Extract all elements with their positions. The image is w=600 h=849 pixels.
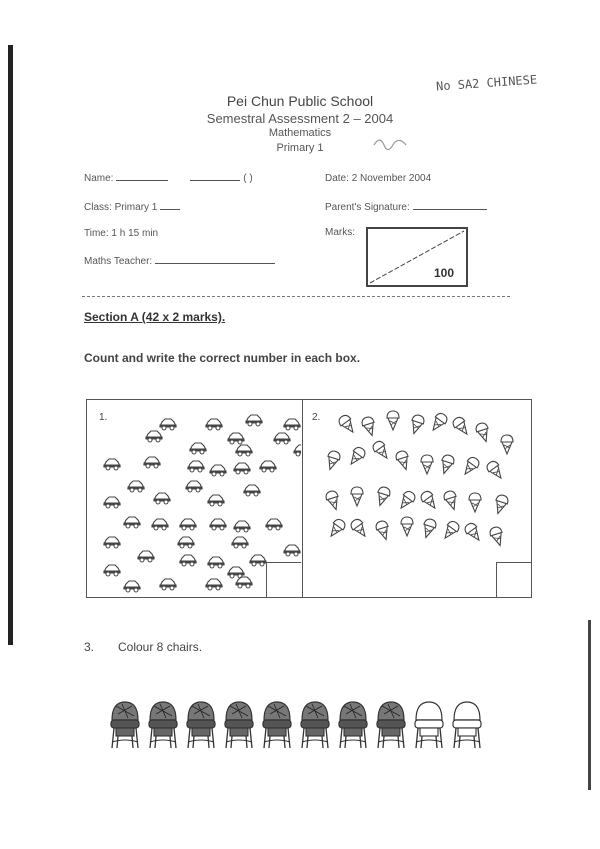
date-label: Date:: [325, 173, 349, 184]
answer-box-1[interactable]: [266, 562, 301, 597]
question-3-number: 3.: [84, 640, 95, 654]
marks-label: Marks:: [325, 227, 355, 238]
ice-cream-icon: [469, 493, 481, 512]
date-field: [325, 173, 431, 184]
level: Primary 1: [276, 142, 324, 154]
car-icon: [146, 431, 162, 442]
ice-cream-icon: [395, 450, 412, 472]
ice-cream-icon: [346, 445, 367, 467]
ice-cream-icon: [325, 490, 342, 512]
car-icon: [154, 493, 170, 504]
instruction: Count and write the correct number in each box.: [84, 351, 361, 365]
car-icon: [128, 481, 144, 492]
question-3: [84, 640, 202, 654]
chair-icon: [453, 702, 481, 748]
car-icon: [210, 519, 226, 530]
parent-signature-field: [325, 202, 487, 213]
time-label: Time:: [84, 228, 109, 239]
ice-cream-icon: [440, 519, 461, 541]
car-icon: [284, 545, 300, 556]
name-field: [84, 173, 253, 184]
car-icon: [228, 433, 244, 444]
car-icon: [208, 495, 224, 506]
car-icon: [206, 419, 222, 430]
class-blank[interactable]: [160, 209, 180, 210]
name-blank-1[interactable]: [116, 180, 168, 181]
ice-cream-icon: [401, 517, 413, 536]
ice-cream-icon: [324, 450, 341, 472]
car-icon: [180, 555, 196, 566]
teacher-field: [84, 256, 275, 267]
ice-cream-icon: [501, 435, 513, 454]
coloured-chair-icon: [225, 702, 253, 748]
car-icon: [210, 465, 226, 476]
car-icon: [124, 517, 140, 528]
ice-cream-icon: [420, 518, 437, 540]
chairs-row: [108, 698, 498, 754]
teacher-blank[interactable]: [155, 263, 275, 264]
scan-edge-left: [8, 45, 13, 645]
ice-cream-icon: [408, 414, 425, 436]
register-number-paren: ( ): [243, 173, 253, 184]
car-icon: [284, 419, 300, 430]
name-blank-2[interactable]: [190, 180, 240, 181]
ice-cream-icon: [421, 455, 433, 474]
subject: Mathematics: [268, 127, 332, 139]
ice-cream-icon: [419, 489, 440, 511]
car-icon: [178, 537, 194, 548]
class-label: Class:: [84, 202, 112, 213]
ice-cream-icon: [374, 486, 391, 508]
car-icon: [234, 521, 250, 532]
parent-signature-blank[interactable]: [413, 209, 487, 210]
car-icon: [246, 415, 262, 426]
question-3-text: Colour 8 chairs.: [118, 640, 203, 654]
coloured-chair-icon: [187, 702, 215, 748]
car-icon: [294, 445, 301, 456]
chair-icon: [415, 702, 443, 748]
ice-cream-icon: [351, 487, 363, 506]
car-icon: [160, 579, 176, 590]
car-icon: [266, 519, 282, 530]
coloured-chair-icon: [263, 702, 291, 748]
time-value: 1 h 15 min: [111, 228, 159, 239]
coloured-chair-icon: [301, 702, 329, 748]
ice-cream-icon: [475, 422, 492, 444]
ice-cream-icon: [492, 494, 509, 516]
ice-cream-icon: [349, 517, 370, 539]
answer-box-2[interactable]: [496, 562, 531, 597]
ice-cream-icon: [438, 454, 455, 476]
counting-panel: [86, 399, 532, 598]
date-value: 2 November 2004: [351, 173, 432, 184]
parent-signature-label: Parent's Signature:: [325, 202, 410, 213]
coloured-chair-icon: [111, 702, 139, 748]
car-icon: [144, 457, 160, 468]
car-icon: [206, 579, 222, 590]
name-label: Name:: [84, 173, 114, 184]
school-name: Pei Chun Public School: [226, 93, 374, 109]
time-field: [84, 228, 158, 239]
ice-cream-icon: [485, 459, 506, 481]
ice-cream-icon: [463, 521, 484, 543]
car-icon: [274, 433, 290, 444]
car-icon: [104, 565, 120, 576]
car-icon: [250, 555, 266, 566]
car-icon: [160, 419, 176, 430]
ice-cream-icon: [326, 517, 347, 539]
ice-cream-icon: [396, 489, 417, 511]
car-icon: [236, 445, 252, 456]
ice-cream-icon: [361, 416, 378, 438]
class-field: [84, 202, 180, 213]
ice-cream-icon: [489, 526, 506, 548]
scan-edge-right: [588, 620, 591, 790]
ice-cream-icon: [443, 490, 460, 512]
ice-cream-icon: [371, 439, 392, 461]
car-icon: [186, 481, 202, 492]
ice-cream-icon: [460, 455, 481, 477]
ice-cream-icon: [387, 411, 399, 430]
question-1-number: 1.: [99, 412, 108, 423]
car-icon: [234, 463, 250, 474]
ice-cream-icon: [337, 413, 358, 435]
assessment-title: Semestral Assessment 2 – 2004: [206, 111, 394, 126]
car-icon: [124, 581, 140, 592]
coloured-chair-icon: [339, 702, 367, 748]
coloured-chair-icon: [149, 702, 177, 748]
car-icon: [228, 567, 244, 578]
question-2-number: 2.: [312, 412, 321, 423]
ice-cream-icon: [428, 411, 449, 433]
car-icon: [208, 557, 224, 568]
car-icon: [138, 551, 154, 562]
car-icon: [180, 519, 196, 530]
car-icon: [152, 519, 168, 530]
teacher-label: Maths Teacher:: [84, 256, 153, 267]
handwritten-note: No SA2 CHINESE: [435, 72, 538, 94]
marks-total: 100: [433, 266, 454, 280]
car-icon: [190, 443, 206, 454]
car-icon: [104, 497, 120, 508]
car-icon: [104, 459, 120, 470]
coloured-chair-icon: [377, 702, 405, 748]
car-icon: [244, 485, 260, 496]
car-icon: [188, 461, 204, 472]
section-divider: [82, 296, 510, 297]
car-icon: [236, 577, 252, 588]
car-icon: [260, 461, 276, 472]
car-icon: [232, 537, 248, 548]
class-value: Primary 1: [114, 202, 158, 213]
section-a-heading: Section A (42 x 2 marks).: [84, 310, 226, 324]
marks-box: [366, 227, 468, 287]
car-icon: [104, 537, 120, 548]
ice-cream-icon: [451, 415, 472, 437]
ice-cream-icon: [375, 520, 392, 542]
